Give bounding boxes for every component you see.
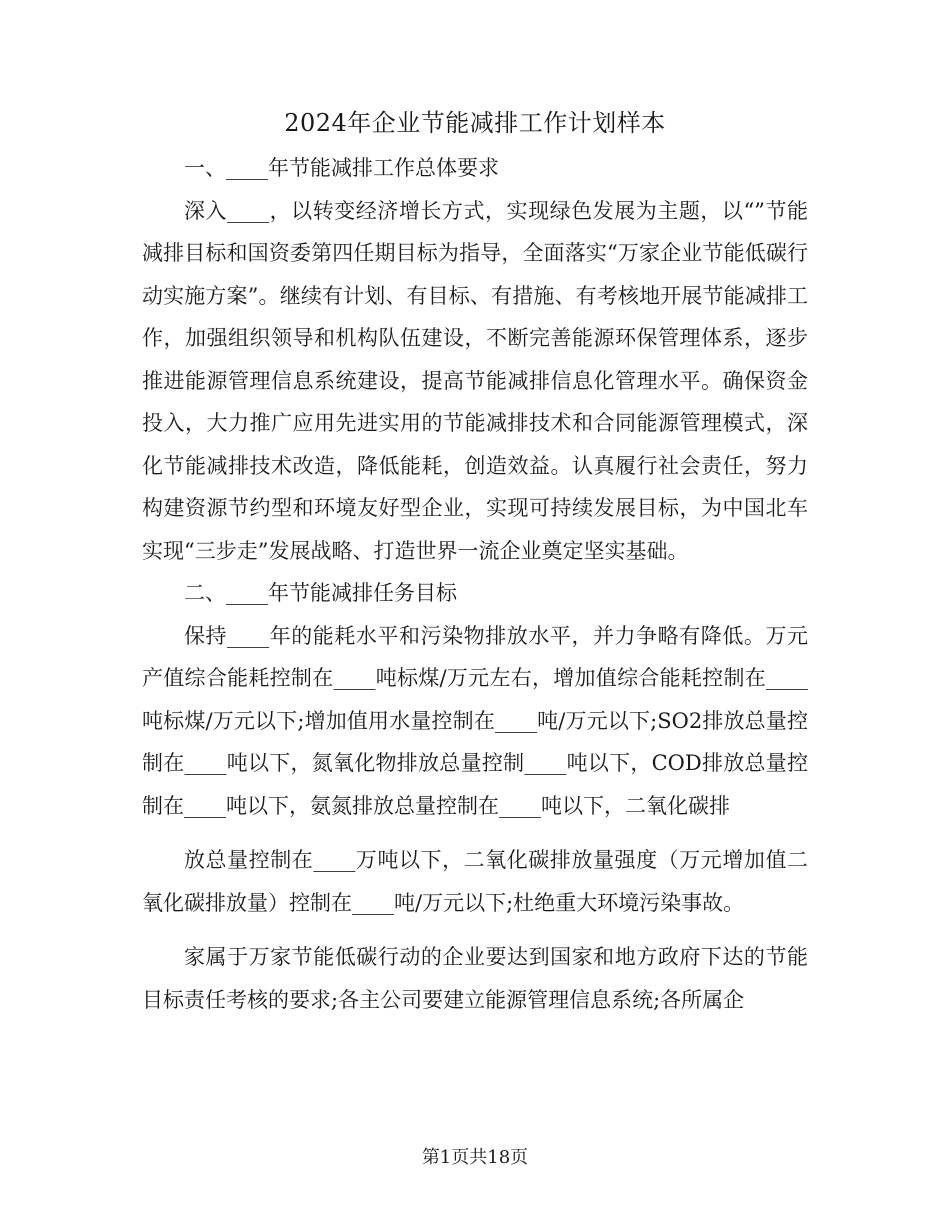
- paragraph-targets: 保持____年的能耗水平和污染物排放水平，并力争略有降低。万元产值综合能耗控制在____吨标煤/万元左右，增加值综合能耗控制在____吨标煤/万元以下;增加值用水量控制在____吨/万元以下;SO2排放总量控制在____吨以下，氮氧化物排放总量控制____吨以下，COD排放总量控制在____吨以下，氨氮排放总量控制在____吨以下，二氧化碳排: [142, 623, 808, 818]
- document-body: [142, 147, 808, 1021]
- paragraph-general-requirements: 深入____，以转变经济增长方式，实现绿色发展为主题，以“”节能减排目标和国资委第四任期目标为指导，全面落实“万家企业节能低碳行动实施方案”。继续有计划、有目标、有措施、有考核地开展节能减排工作，加强组织领导和机构队伍建设，不断完善能源环保管理体系，逐步推进能源管理信息系统建设，提高节能减排信息化管理水平。确保资金投入，大力推广应用先进实用的节能减排技术和合同能源管理模式，深化节能减排技术改造，降低能耗，创造效益。认真履行社会责任，努力构建资源节约型和环境友好型企业，实现可持续发展目标，为中国北车实现“三步走”发展战略、打造世界一流企业奠定坚实基础。: [142, 198, 808, 563]
- page-title: 2024年企业节能减排工作计划样本: [284, 109, 666, 137]
- section-heading-2: 二、____年节能减排任务目标: [184, 581, 457, 605]
- section-heading-1: 一、____年节能减排工作总体要求: [184, 156, 499, 180]
- paragraph-targets-continued: 放总量控制在____万吨以下，二氧化碳排放量强度（万元增加值二氧化碳排放量）控制在____吨/万元以下;杜绝重大环境污染事故。: [142, 848, 808, 915]
- page-number-footer: 第1页共18页: [421, 1147, 529, 1168]
- paragraph-enterprise-requirements: 家属于万家节能低碳行动的企业要达到国家和地方政府下达的节能目标责任考核的要求;各主公司要建立能源管理信息系统;各所属企: [142, 945, 808, 1012]
